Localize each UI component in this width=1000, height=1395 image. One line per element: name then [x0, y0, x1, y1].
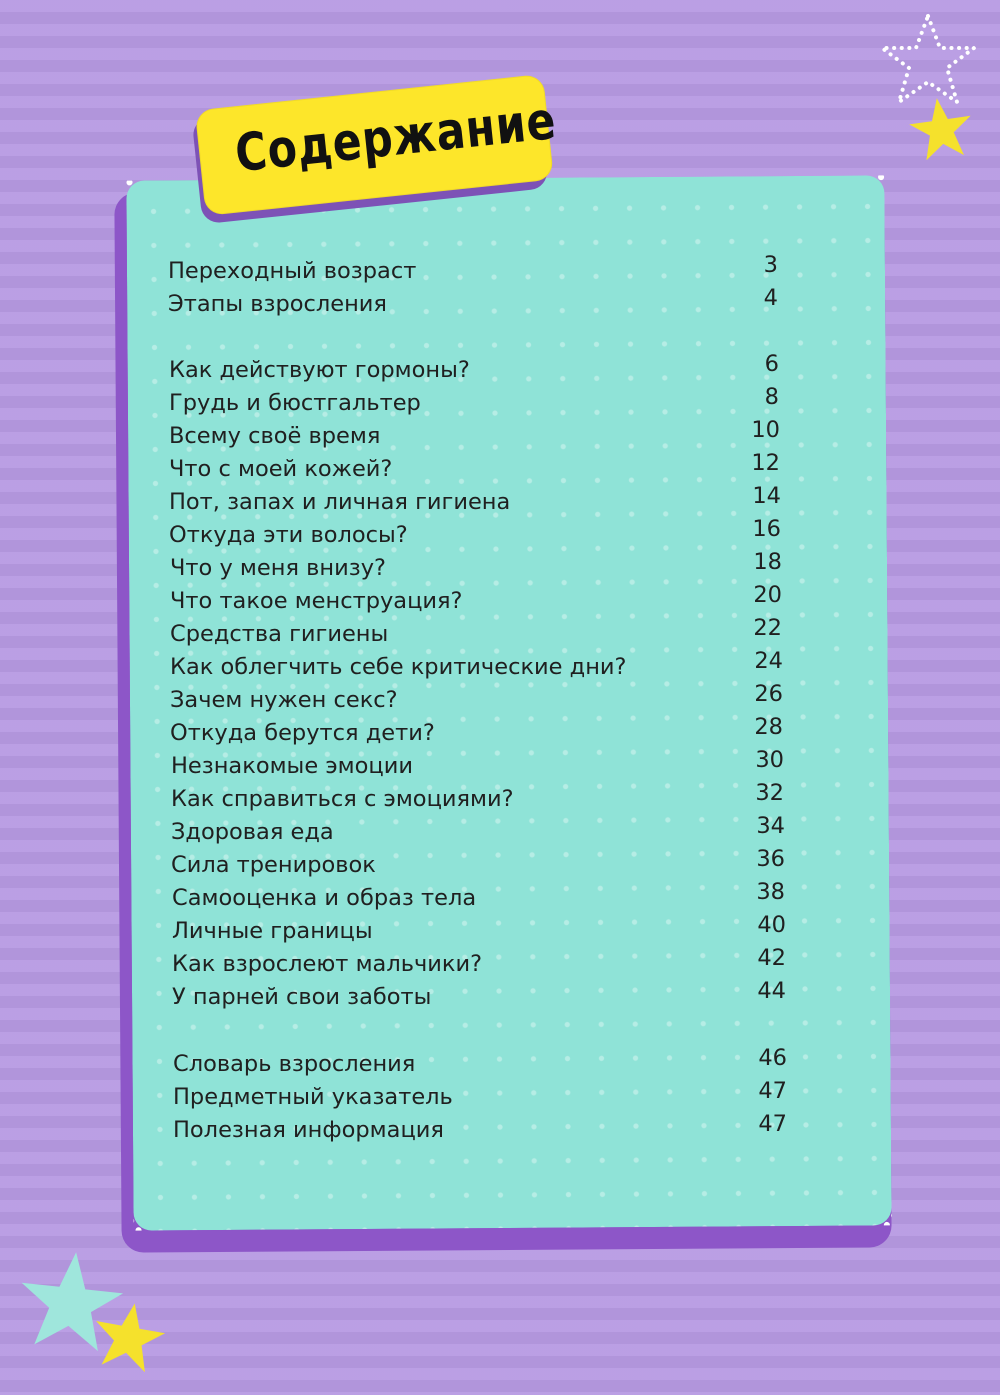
toc-page: 42	[757, 945, 786, 971]
toc-page: 30	[755, 747, 784, 773]
toc-title: Как облегчить себе критические дни?	[170, 654, 627, 680]
yellow-star-icon	[92, 1300, 166, 1372]
toc-page: 32	[755, 780, 784, 806]
toc-page: 18	[753, 549, 782, 575]
toc-title: Как действуют гормоны?	[169, 357, 470, 383]
toc-page: 36	[756, 846, 785, 872]
toc-page: 12	[751, 450, 780, 476]
toc-title: Здоровая еда	[171, 819, 334, 845]
toc-title: Зачем нужен секс?	[170, 687, 398, 713]
toc-page: 4	[763, 285, 778, 311]
toc-page: 34	[756, 813, 785, 839]
yellow-star-icon	[908, 96, 974, 160]
toc-title: Полезная информация	[173, 1117, 444, 1143]
contents-panel	[126, 175, 891, 1230]
toc-page: 24	[754, 648, 783, 674]
toc-page: 8	[764, 384, 779, 410]
toc-page: 16	[752, 516, 781, 542]
toc-title: Пот, запах и личная гигиена	[169, 489, 511, 515]
dotted-border	[126, 175, 891, 1230]
toc-title: Как справиться с эмоциями?	[171, 786, 514, 812]
toc-title: Грудь и бюстгальтер	[169, 390, 421, 416]
toc-page: 6	[764, 351, 779, 377]
toc-page: 38	[756, 879, 785, 905]
toc-title: Что у меня внизу?	[170, 555, 386, 581]
toc-title: Что с моей кожей?	[169, 456, 393, 482]
toc-title: Сила тренировок	[171, 852, 376, 878]
toc-title: Этапы взросления	[168, 291, 387, 317]
toc-title: Всему своё время	[169, 423, 381, 449]
toc-page: 10	[751, 417, 780, 443]
toc-title: Откуда эти волосы?	[169, 522, 408, 548]
page-title: Содержание	[232, 90, 560, 185]
toc-page: 22	[753, 615, 782, 641]
toc-page: 46	[758, 1045, 787, 1071]
toc-title: Что такое менструация?	[170, 588, 463, 614]
toc-title: Как взрослеют мальчики?	[172, 951, 483, 977]
toc-title: Средства гигиены	[170, 621, 389, 647]
toc-page: 47	[758, 1111, 787, 1137]
toc-title: Незнакомые эмоции	[171, 753, 413, 779]
title-badge-face	[195, 74, 560, 216]
toc-page: 3	[763, 252, 778, 278]
dotted-star-icon	[876, 10, 980, 110]
toc-page: 20	[753, 582, 782, 608]
toc-page: 40	[757, 912, 786, 938]
toc-page: 28	[754, 714, 783, 740]
toc-title: Предметный указатель	[173, 1084, 453, 1110]
toc-title: Словарь взросления	[173, 1051, 416, 1077]
toc-title: Личные границы	[172, 918, 373, 944]
toc-title: У парней свои заботы	[172, 984, 432, 1010]
toc-title: Переходный возраст	[168, 258, 417, 284]
toc-page: 26	[754, 681, 783, 707]
toc-title: Откуда берутся дети?	[170, 720, 435, 746]
toc-page: 47	[758, 1078, 787, 1104]
toc-page: 44	[757, 978, 786, 1004]
toc-title: Самооценка и образ тела	[172, 885, 477, 911]
toc-page: 14	[752, 483, 781, 509]
